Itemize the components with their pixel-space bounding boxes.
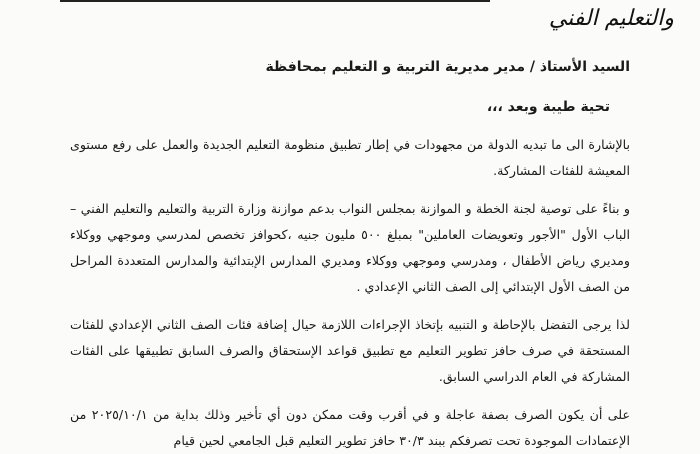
paragraph-3: لذا يرجى التفضل بالإحاطة و التنبيه بإتخاذ الإجراءات اللازمة حيال إضافة فئات الصف الثاني الإعدادي للفئات المستحقة في صرف حافز تطوير التعليم مع تطبيق قواعد الإستحقاق والصرف السابق تطبيقها على الفئات المشاركة في العام الدراسي السابق. xyxy=(70,317,630,384)
letterhead-logo xyxy=(534,0,674,42)
paragraph-2: و بناءً على توصية لجنة الخطة و الموازنة بمجلس النواب بدعم موازنة وزارة التربية والتعليم والتعليم الفني – الباب الأول "الأجور وتعويضات العاملين" بمبلغ ٥٠٠ مليون جنيه ،كحوافز تخصص لمدرسي وموجهي ووكلاء ومديري رياض الأطفال ، ومدرسي وموجهي ووكلاء ومديري المدارس الإبتدائية والمدارس المتعددة المراحل من الصف الأول الإبتدائي إلى الصف الثاني الإعدادي . xyxy=(70,201,631,294)
letter-body xyxy=(70,56,630,454)
paragraph-1: بالإشارة الى ما تبديه الدولة من مجهودات في إطار تطبيق منظومة التعليم الجديدة والعمل على رفع مستوى المعيشة للفئات المشاركة. xyxy=(70,137,630,178)
letterhead-text: والتعليم الفني xyxy=(548,6,674,31)
addressee-line: السيد الأستاذ / مدير مديرية التربية و التعليم بمحافظة xyxy=(265,59,630,75)
greeting-line: تحية طيبة وبعد ،،، xyxy=(486,99,610,115)
letterhead-rule xyxy=(60,0,490,2)
paragraph-4: على أن يكون الصرف بصفة عاجلة و في أقرب وقت ممكن دون أي تأخير وذلك بداية من ٢٠٢٥/١٠/١ من الإعتمادات الموجودة تحت تصرفكم ببند ٣٠/٣ حافز تطوير التعليم قبل الجامعي لحين قيام xyxy=(70,407,630,448)
